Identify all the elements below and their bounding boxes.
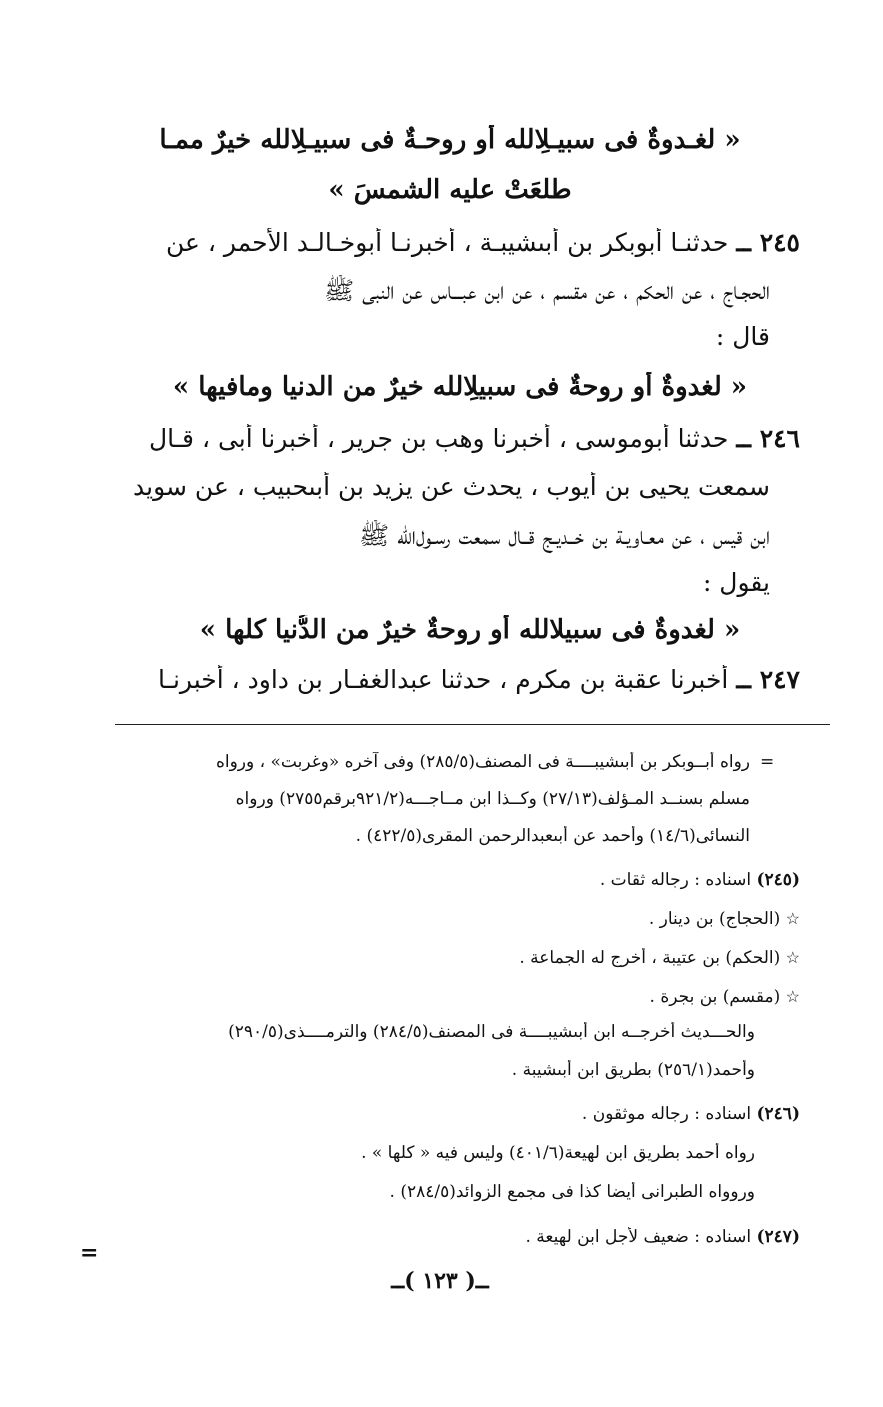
footnote-245-line-5: والحـــديث أخرجــه ابن أبىشيبــــة فى المصنف(٢٨٤/٥) والترمــــذى(٢٩٠/٥): [228, 1022, 755, 1042]
footnote-246-label: (٢٤٦): [756, 1104, 800, 1124]
page-number: ــ( ١٢٣ )ــ: [391, 1268, 489, 1294]
footnote-cont-line-2: مسلم بسنــد المـؤلف(٢٧/١٣) وكــذا ابن مــاجـــه(٩٢١/٢برقم٢٧٥٥) ورواه: [235, 789, 750, 809]
footnote-continuation-mark: =: [760, 752, 775, 772]
section-heading-line-1: « لغـدوةٌ فى سبيـلِالله أو روحـةٌ فى سبيـلِالله خيرٌ ممـا: [159, 125, 741, 155]
footnote-246-line-3: وروواه الطبرانى أيضا كذا فى مجمع الزوائد(٢٨٤/٥) .: [389, 1182, 755, 1202]
footnote-247-line-1: [440, 1227, 800, 1247]
hadith-247-text-1: أخبرنا عقبة بن مكرم ، حدثنا عبدالغفـار بن داود ، أخبرنـا: [158, 665, 729, 694]
star-icon: ☆: [785, 909, 800, 928]
footnote-245-text: اسناده : رجاله ثقات .: [599, 870, 752, 890]
hadith-247-number: ٢٤٧ ــ: [736, 665, 800, 694]
footnote-245-star-3: [590, 987, 800, 1007]
footnote-247-text: اسناده : ضعيف لأجل ابن لهيعة .: [525, 1227, 752, 1247]
hadith-245-line-1: [110, 228, 800, 257]
hadith-246-quote: « لغدوةٌ فى سبيلالله أو روحةٌ خيرٌ من الدُّنيا كلها »: [199, 615, 741, 645]
continuation-mark: =: [80, 1240, 99, 1266]
footnote-245-line-6: وأحمد(٢٥٦/١) بطريق ابن أبىشيبة .: [511, 1060, 755, 1080]
footnote-245-label: (٢٤٥): [756, 870, 800, 890]
footnote-246-line-2: رواه أحمد بطريق ابن لهيعة(٤٠١/٦) وليس فيه « كلها » .: [361, 1143, 755, 1163]
section-heading-line-2: طلعَتْ عليه الشمسَ »: [328, 175, 572, 205]
hadith-246-text-1: حدثنا أبوموسى ، أخبرنا وهب بن جرير ، أخبرنا أبى ، قـال: [148, 424, 729, 453]
footnote-245-star-1: [560, 909, 800, 929]
footnote-cont-line-3: النسائى(١٤/٦) وأحمد عن أبىعبدالرحمن المقرى(٤٢٢/٥) .: [355, 826, 750, 846]
footnote-245-star-1-text: (الحجاج) بن دينار .: [648, 909, 781, 929]
hadith-246-line-1: [110, 424, 800, 453]
footnote-246-text: اسناده : رجاله موثقون .: [581, 1104, 752, 1124]
hadith-246-line-4: يقول :: [702, 568, 770, 597]
footnote-245-star-3-text: (مقسم) بن بجرة .: [649, 987, 781, 1007]
footnote-245-line-1: [460, 870, 800, 890]
hadith-245-line-2: الحجـاج ، عن الحكم ، عن مقسم ، عن ابن عبـــاس عن النبى ﷺ: [323, 276, 770, 305]
footnote-245-star-2: [440, 948, 800, 968]
hadith-245-text-1: حدثنـا أبوبكر بن أبىشيبـة ، أخبرنـا أبوخـالـد الأحمر ، عن: [166, 228, 729, 257]
star-icon: ☆: [785, 948, 800, 967]
footnote-247-label: (٢٤٧): [756, 1227, 800, 1247]
footnote-246-line-1: [500, 1104, 800, 1124]
star-icon: ☆: [785, 987, 800, 1006]
hadith-245-number: ٢٤٥ ــ: [736, 228, 800, 257]
footnote-cont-line-1: رواه أبــوبكر بن أبىشيبــــة فى المصنف(٢٨٥/٥) وفى آخره «وغربت» ، ورواه: [215, 752, 750, 772]
footnote-separator: [115, 724, 830, 725]
hadith-245-quote: « لغدوةٌ أو روحةٌ فى سبيلِالله خيرٌ من الدنيا ومافيها »: [172, 372, 748, 402]
footnote-245-star-2-text: (الحكم) بن عتيبة ، أخرج له الجماعة .: [519, 948, 781, 968]
hadith-246-line-2: سمعت يحيى بن أيوب ، يحدث عن يزيد بن أبىحبيب ، عن سويد: [133, 472, 770, 501]
hadith-246-line-3: ابن قيس ، عن معـاويـة بن خــديـج قــال سمعت رسـول‌الله ﷺ: [359, 521, 770, 550]
hadith-247-line-1: [110, 665, 800, 694]
hadith-245-line-3: قال :: [715, 322, 770, 351]
hadith-246-number: ٢٤٦ ــ: [736, 424, 800, 453]
